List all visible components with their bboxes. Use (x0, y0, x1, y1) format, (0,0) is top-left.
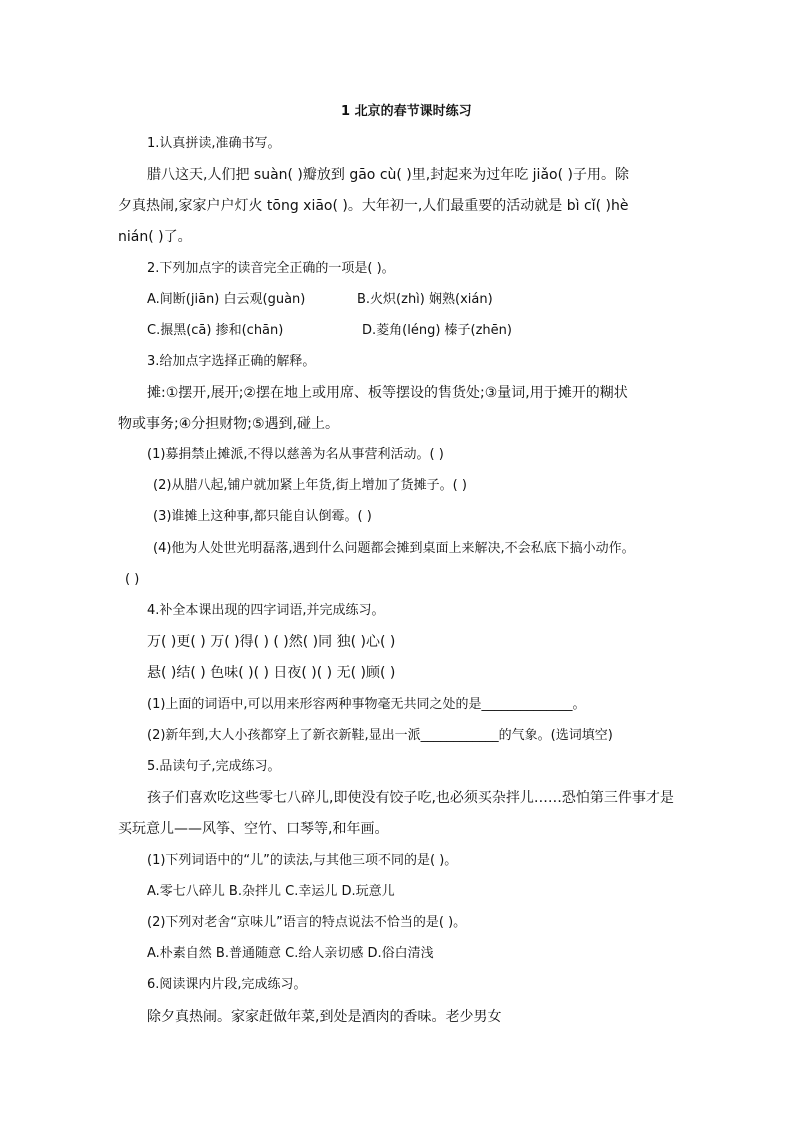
q1-heading: 1.认真拼读,准确书写。 (147, 136, 281, 151)
q3-sentence-4: (4)他为人处世光明磊落,遇到什么问题都会摊到桌面上来解决,不会私底下搞小动作。 (153, 541, 635, 556)
q5-sub-question-2: (2)下列对老舍“京味儿”语言的特点说法不恰当的是( )。 (147, 915, 467, 930)
q4-idiom-row-1: 万( )更( ) 万( )得( ) ( )然( )同 独( )心( ) (147, 634, 396, 650)
q3-sentence-2: (2)从腊八起,铺户就加紧上年货,街上增加了货摊子。( ) (153, 478, 467, 493)
q1-line-2: 夕真热闹,家家户户灯火 tōng xiāo( )。大年初一,人们最重要的活动就是 bì cǐ( )hè (118, 198, 629, 214)
q2-heading: 2.下列加点字的读音完全正确的一项是( )。 (147, 261, 395, 276)
q6-heading: 6.阅读课内片段,完成练习。 (147, 977, 307, 992)
q5-passage-2: 买玩意儿——风筝、空竹、口琴等,和年画。 (118, 821, 389, 837)
q2-option-b: B.火炽(zhì) 娴熟(xián) (357, 292, 493, 307)
q2-option-a: A.间断(jiān) 白云观(guàn) (147, 292, 306, 307)
q3-sentence-1: (1)募捐禁止摊派,不得以慈善为名从事营利活动。( ) (147, 447, 444, 462)
page-title: 1 北京的春节课时练习 (341, 104, 472, 119)
q5-options-1: A.零七八碎儿 B.杂拌儿 C.幸运儿 D.玩意儿 (147, 884, 395, 899)
q5-options-2: A.朴素自然 B.普通随意 C.给人亲切感 D.俗白清浅 (147, 946, 434, 961)
q5-passage-1: 孩子们喜欢吃这些零七八碎儿,即使没有饺子吃,也必须买杂拌儿……恐怕第三件事才是 (147, 790, 674, 806)
q2-option-d: D.菱角(léng) 榛子(zhēn) (362, 323, 512, 338)
q3-heading: 3.给加点字选择正确的解释。 (147, 354, 316, 369)
q6-passage-1: 除夕真热闹。家家赶做年菜,到处是酒肉的香味。老少男女 (147, 1009, 502, 1025)
q3-sentence-4-blank: ( ) (125, 572, 140, 587)
q4-part-2: (2)新年到,大人小孩都穿上了新衣新鞋,显出一派____________的气象。(选词填空) (147, 728, 613, 743)
q3-definition-1: 摊:①摆开,展开;②摆在地上或用席、板等摆设的售货处;③量词,用于摊开的糊状 (147, 385, 628, 401)
q1-line-3: nián( )了。 (118, 229, 192, 245)
q3-definition-2: 物或事务;④分担财物;⑤遇到,碰上。 (118, 416, 339, 432)
q4-part-1: (1)上面的词语中,可以用来形容两种事物毫无共同之处的是______________。 (147, 697, 586, 712)
q1-line-1: 腊八这天,人们把 suàn( )瓣放到 gāo cù( )里,封起来为过年吃 jiǎo( )子用。除 (147, 167, 629, 183)
q2-option-c: C.搌黑(cā) 掺和(chān) (147, 323, 284, 338)
q4-idiom-row-2: 悬( )结( ) 色味( )( ) 日夜( )( ) 无( )顾( ) (147, 665, 396, 681)
q3-sentence-3: (3)谁摊上这种事,都只能自认倒霉。( ) (153, 509, 372, 524)
q4-heading: 4.补全本课出现的四字词语,并完成练习。 (147, 603, 385, 618)
q5-heading: 5.品读句子,完成练习。 (147, 759, 281, 774)
q5-sub-question-1: (1)下列词语中的“儿”的读法,与其他三项不同的是( )。 (147, 853, 458, 868)
